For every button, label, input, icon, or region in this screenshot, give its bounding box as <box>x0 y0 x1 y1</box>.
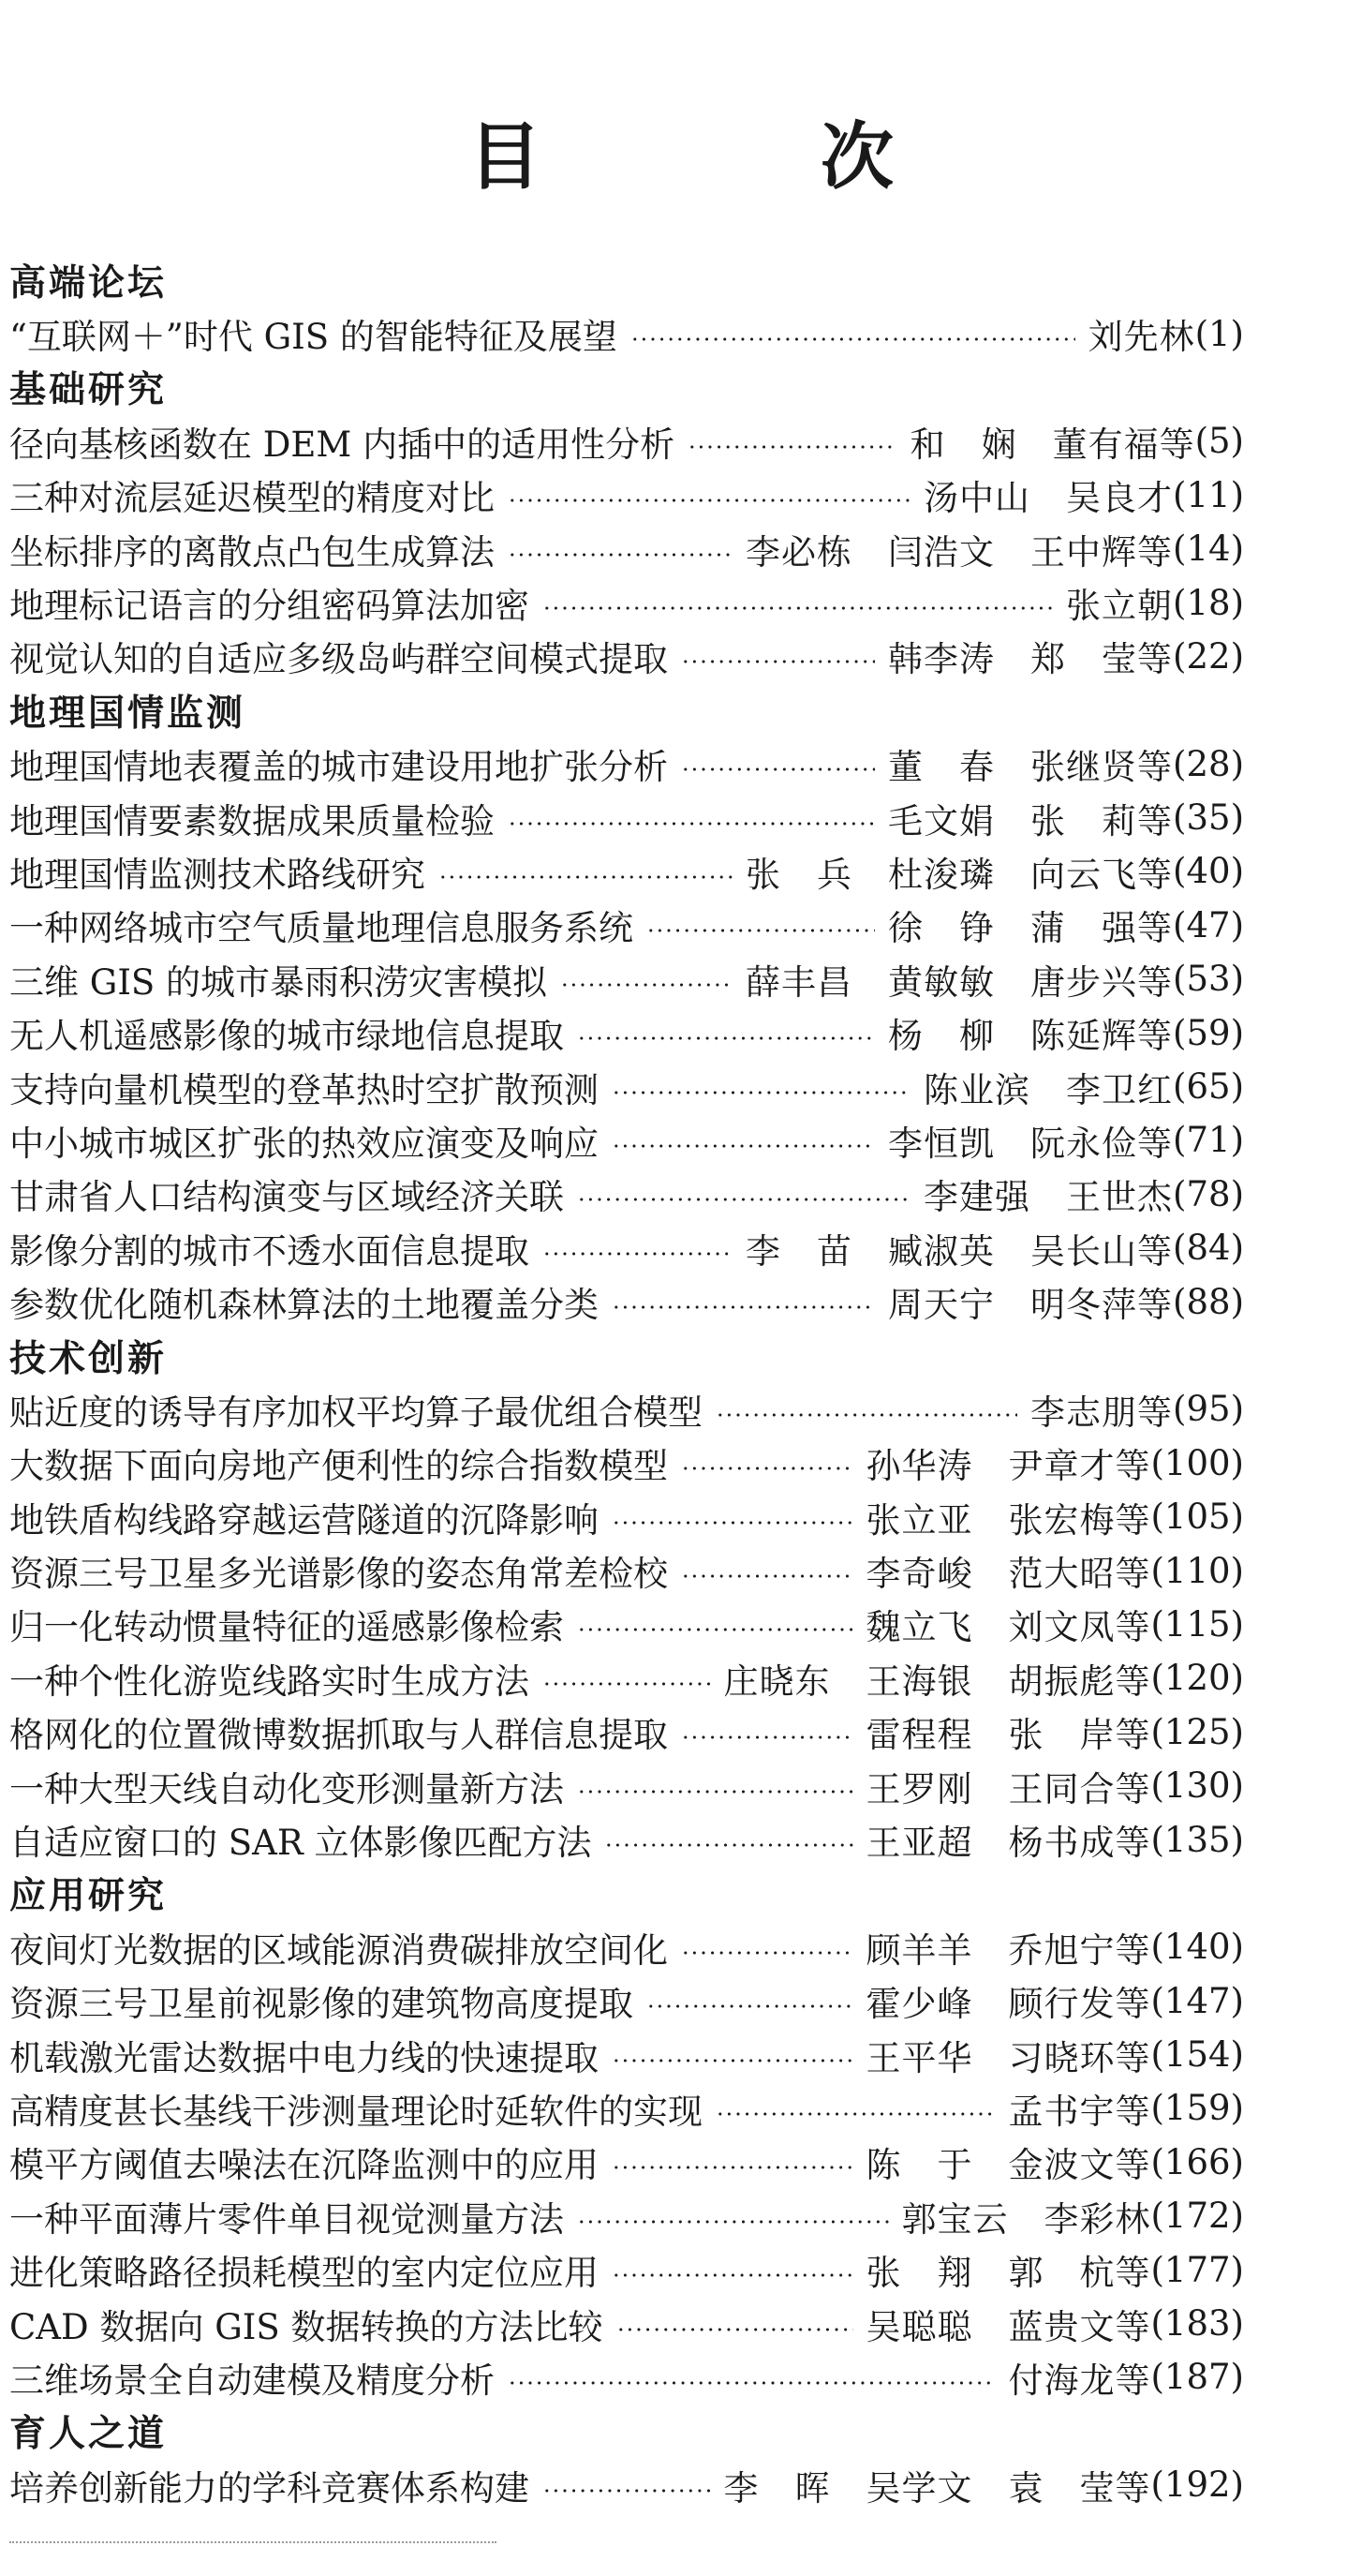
toc-entry[interactable] <box>9 1005 1244 1059</box>
dot-leader <box>612 1144 875 1148</box>
entry-authors: 庄晓东 王海银 胡振彪等 <box>723 1660 1151 1702</box>
entry-page-number: (140) <box>1150 1927 1244 1968</box>
toc-entry[interactable] <box>9 1221 1244 1274</box>
entry-title: “互联网＋”时代 GIS 的智能特征及展望 <box>9 317 617 358</box>
entry-page-number: (177) <box>1150 2249 1244 2290</box>
entry-page-number: (78) <box>1173 1173 1244 1214</box>
toc-entry[interactable] <box>9 1543 1244 1597</box>
toc-entry[interactable] <box>9 1651 1244 1705</box>
dot-leader <box>560 983 733 987</box>
entry-title: 地铁盾构线路穿越运营隧道的沉降影响 <box>9 1499 599 1541</box>
entry-title: 无人机遥感影像的城市绿地信息提取 <box>9 1016 564 1057</box>
entry-page-number: (5) <box>1194 421 1244 462</box>
entry-authors: 张 翔 郭 杭等 <box>866 2253 1151 2294</box>
entry-authors: 韩李涛 郑 莹等 <box>888 639 1174 680</box>
entry-authors: 王亚超 杨书成等 <box>866 1823 1151 1864</box>
entry-title: 三维场景全自动建模及精度分析 <box>9 2360 495 2401</box>
toc-entry[interactable] <box>9 1382 1244 1436</box>
entry-title: 三种对流层延迟模型的精度对比 <box>9 478 495 519</box>
entry-authors: 杨 柳 陈延辉等 <box>888 1016 1174 1057</box>
entry-page-number: (1) <box>1194 313 1244 354</box>
toc-entry[interactable] <box>9 2242 1244 2296</box>
entry-page-number: (135) <box>1150 1819 1244 1860</box>
dot-leader <box>542 1682 711 1686</box>
section-heading: 技术创新 <box>9 1336 168 1380</box>
entry-page-number: (71) <box>1173 1120 1244 1161</box>
entry-authors: 雷程程 张 岸等 <box>866 1715 1151 1756</box>
toc-entry[interactable] <box>9 469 1244 522</box>
dot-leader <box>646 929 875 932</box>
dot-leader <box>616 2328 853 2331</box>
dot-leader <box>688 445 896 449</box>
entry-authors: 张立亚 张宏梅等 <box>866 1499 1151 1541</box>
dot-leader <box>612 1521 853 1525</box>
entry-title: 坐标排序的离散点凸包生成算法 <box>9 531 495 573</box>
dot-leader <box>716 2112 996 2116</box>
dot-leader <box>612 2273 853 2277</box>
entry-page-number: (192) <box>1150 2464 1244 2506</box>
toc-entry[interactable] <box>9 1598 1244 1651</box>
entry-authors: 徐 铮 蒲 强等 <box>888 908 1174 949</box>
entry-title: 高精度甚长基线干涉测量理论时延软件的实现 <box>9 2091 703 2132</box>
entry-page-number: (154) <box>1150 2034 1244 2076</box>
entry-page-number: (53) <box>1173 959 1244 1000</box>
entry-title: 地理标记语言的分组密码算法加密 <box>9 586 529 627</box>
entry-title: 模平方阈值去噪法在沉降监测中的应用 <box>9 2145 599 2186</box>
entry-authors: 李奇峻 范大昭等 <box>866 1554 1151 1595</box>
toc-entry[interactable] <box>9 1274 1244 1328</box>
entry-page-number: (14) <box>1173 529 1244 570</box>
dot-leader <box>681 767 875 771</box>
entry-authors: 李恒凯 阮永俭等 <box>888 1123 1174 1164</box>
toc-entry[interactable] <box>9 1812 1244 1866</box>
section-heading: 育人之道 <box>9 2412 168 2456</box>
entry-title: 机载激光雷达数据中电力线的快速提取 <box>9 2037 599 2078</box>
table-of-contents <box>9 253 1244 2511</box>
entry-title: 甘肃省人口结构演变与区域经济关联 <box>9 1177 564 1218</box>
dot-leader <box>612 2166 853 2169</box>
toc-entry[interactable] <box>9 1920 1244 1973</box>
entry-title: 一种个性化游览线路实时生成方法 <box>9 1660 529 1702</box>
entry-title: CAD 数据向 GIS 数据转换的方法比较 <box>9 2306 603 2347</box>
dot-leader <box>646 2004 853 2008</box>
dot-leader <box>508 553 733 557</box>
entry-authors: 薛丰昌 黄敏敏 唐步兴等 <box>746 961 1174 1003</box>
dot-leader <box>542 1252 733 1256</box>
dot-leader <box>604 1843 852 1847</box>
entry-title: 视觉认知的自适应多级岛屿群空间模式提取 <box>9 639 668 680</box>
entry-page-number: (125) <box>1150 1711 1244 1752</box>
entry-authors: 毛文娟 张 莉等 <box>888 800 1174 841</box>
entry-authors: 顾羊羊 乔旭宁等 <box>866 1929 1151 1971</box>
dot-leader <box>716 1413 1017 1417</box>
entry-authors: 董 春 张继贤等 <box>888 747 1174 788</box>
toc-entry[interactable] <box>9 844 1244 898</box>
entry-authors: 周天宁 明冬萍等 <box>888 1285 1174 1326</box>
entry-page-number: (166) <box>1150 2141 1244 2182</box>
entry-title: 贴近度的诱导有序加权平均算子最优组合模型 <box>9 1392 703 1433</box>
entry-page-number: (47) <box>1173 904 1244 946</box>
dot-leader <box>542 606 1053 610</box>
entry-title: 夜间灯光数据的区域能源消费碳排放空间化 <box>9 1929 668 1971</box>
entry-title: 资源三号卫星前视影像的建筑物高度提取 <box>9 1984 633 2025</box>
toc-entry[interactable] <box>9 2189 1244 2242</box>
section-heading: 应用研究 <box>9 1874 168 1918</box>
entry-page-number: (88) <box>1173 1281 1244 1322</box>
entry-page-number: (95) <box>1173 1389 1244 1430</box>
toc-entry[interactable] <box>9 1974 1244 2028</box>
entry-page-number: (187) <box>1150 2357 1244 2398</box>
entry-title: 地理国情地表覆盖的城市建设用地扩张分析 <box>9 747 668 788</box>
toc-entry[interactable] <box>9 1490 1244 1543</box>
entry-title: 支持向量机模型的登革热时空扩散预测 <box>9 1069 599 1110</box>
toc-entry[interactable] <box>9 1113 1244 1167</box>
entry-authors: 付海龙等 <box>1008 2360 1151 2401</box>
entry-page-number: (35) <box>1173 797 1244 839</box>
dot-leader <box>612 1091 910 1094</box>
toc-entry[interactable] <box>9 1168 1244 1221</box>
toc-entry[interactable] <box>9 2136 1244 2189</box>
entry-authors: 王平华 习晓环等 <box>866 2037 1151 2078</box>
dot-leader <box>612 1305 875 1309</box>
toc-entry[interactable] <box>9 2081 1244 2135</box>
entry-title: 三维 GIS 的城市暴雨积涝灾害模拟 <box>9 961 548 1003</box>
entry-page-number: (130) <box>1150 1765 1244 1807</box>
dot-leader <box>630 337 1075 341</box>
dot-leader <box>542 2489 711 2493</box>
toc-entry[interactable] <box>9 1705 1244 1759</box>
entry-authors: 吴聪聪 蓝贵文等 <box>866 2306 1151 2347</box>
entry-title: 资源三号卫星多光谱影像的姿态角常差检校 <box>9 1554 668 1595</box>
dot-leader <box>612 2059 853 2062</box>
dot-leader <box>577 1628 853 1631</box>
dot-leader <box>438 875 733 879</box>
entry-authors: 李 晖 吴学文 袁 莹等 <box>723 2467 1151 2509</box>
entry-title: 中小城市城区扩张的热效应演变及响应 <box>9 1123 599 1164</box>
entry-authors: 和 娴 董有福等 <box>910 424 1195 465</box>
entry-title: 参数优化随机森林算法的土地覆盖分类 <box>9 1285 599 1326</box>
entry-title: 径向基核函数在 DEM 内插中的适用性分析 <box>9 424 675 465</box>
toc-entry[interactable] <box>9 899 1244 952</box>
toc-entry[interactable] <box>9 1437 1244 1490</box>
entry-title: 归一化转动惯量特征的遥感影像检索 <box>9 1607 564 1648</box>
entry-authors: 孟书宇等 <box>1008 2091 1151 2132</box>
entry-title: 地理国情监测技术路线研究 <box>9 854 425 895</box>
dot-leader <box>681 1951 853 1955</box>
dot-leader <box>577 1036 875 1040</box>
entry-authors: 霍少峰 顾行发等 <box>866 1984 1151 2025</box>
section-heading: 基础研究 <box>9 368 168 412</box>
entry-title: 进化策略路径损耗模型的室内定位应用 <box>9 2253 599 2294</box>
dot-leader <box>681 1467 853 1470</box>
toc-entry[interactable] <box>9 2458 1244 2511</box>
entry-title: 一种网络城市空气质量地理信息服务系统 <box>9 908 633 949</box>
entry-authors: 孙华涛 尹章才等 <box>866 1446 1151 1487</box>
entry-page-number: (22) <box>1173 635 1244 677</box>
entry-page-number: (11) <box>1173 474 1244 515</box>
entry-page-number: (59) <box>1173 1012 1244 1053</box>
toc-entry[interactable] <box>9 1759 1244 1812</box>
entry-page-number: (110) <box>1150 1550 1244 1591</box>
entry-page-number: (18) <box>1173 582 1244 623</box>
toc-entry[interactable] <box>9 575 1244 629</box>
dot-leader <box>577 1198 910 1201</box>
toc-entry[interactable] <box>9 414 1244 468</box>
entry-title: 培养创新能力的学科竞赛体系构建 <box>9 2467 529 2509</box>
dot-leader <box>681 660 875 663</box>
toc-entry[interactable] <box>9 2297 1244 2350</box>
dot-leader <box>508 2381 996 2385</box>
dot-leader <box>577 2220 889 2224</box>
entry-authors: 李建强 王世杰 <box>924 1177 1174 1218</box>
entry-page-number: (115) <box>1150 1603 1244 1645</box>
dot-leader <box>681 1735 853 1739</box>
entry-page-number: (159) <box>1150 2088 1244 2129</box>
entry-page-number: (40) <box>1173 851 1244 892</box>
entry-authors: 张立朝 <box>1066 586 1174 627</box>
bottom-rule <box>9 2541 496 2543</box>
toc-entry[interactable] <box>9 522 1244 575</box>
entry-authors: 李 苗 臧淑英 吴长山等 <box>746 1230 1174 1272</box>
toc-entry[interactable] <box>9 737 1244 791</box>
entry-title: 一种大型天线自动化变形测量新方法 <box>9 1768 564 1809</box>
entry-authors: 陈 于 金波文等 <box>866 2145 1151 2186</box>
entry-authors: 刘先林 <box>1088 317 1195 358</box>
entry-authors: 李必栋 闫浩文 王中辉等 <box>746 531 1174 573</box>
entry-page-number: (172) <box>1150 2196 1244 2237</box>
entry-authors: 郭宝云 李彩林 <box>901 2198 1151 2240</box>
dot-leader <box>577 1790 853 1794</box>
dot-leader <box>681 1574 853 1578</box>
entry-title: 影像分割的城市不透水面信息提取 <box>9 1230 529 1272</box>
entry-page-number: (28) <box>1173 743 1244 784</box>
entry-title: 格网化的位置微博数据抓取与人群信息提取 <box>9 1715 668 1756</box>
entry-title: 大数据下面向房地产便利性的综合指数模型 <box>9 1446 668 1487</box>
dot-leader <box>508 499 910 502</box>
dot-leader <box>508 822 875 826</box>
entry-page-number: (65) <box>1173 1066 1244 1108</box>
entry-page-number: (84) <box>1173 1228 1244 1269</box>
entry-authors: 陈业滨 李卫红 <box>924 1069 1174 1110</box>
entry-title: 自适应窗口的 SAR 立体影像匹配方法 <box>9 1823 592 1864</box>
toc-entry[interactable] <box>9 2028 1244 2081</box>
entry-page-number: (105) <box>1150 1496 1244 1538</box>
entry-title: 地理国情要素数据成果质量检验 <box>9 800 495 841</box>
entry-page-number: (120) <box>1150 1658 1244 1699</box>
section-heading: 高端论坛 <box>9 261 168 305</box>
entry-page-number: (100) <box>1150 1442 1244 1483</box>
section-heading: 地理国情监测 <box>9 691 246 735</box>
entry-authors: 张 兵 杜浚璘 向云飞等 <box>746 854 1174 895</box>
toc-entry[interactable] <box>9 2350 1244 2404</box>
entry-authors: 王罗刚 王同合等 <box>866 1768 1151 1809</box>
page-title: 目 次 <box>467 114 997 200</box>
entry-authors: 李志朋等 <box>1030 1392 1174 1433</box>
entry-title: 一种平面薄片零件单目视觉测量方法 <box>9 2198 564 2240</box>
entry-authors: 魏立飞 刘文凤等 <box>866 1607 1151 1648</box>
toc-entry[interactable] <box>9 791 1244 844</box>
toc-entry[interactable] <box>9 306 1244 360</box>
toc-entry[interactable] <box>9 1060 1244 1113</box>
entry-page-number: (147) <box>1150 1980 1244 2021</box>
toc-entry[interactable] <box>9 630 1244 683</box>
entry-authors: 汤中山 吴良才 <box>924 478 1174 519</box>
entry-page-number: (183) <box>1150 2303 1244 2345</box>
toc-entry[interactable] <box>9 952 1244 1005</box>
